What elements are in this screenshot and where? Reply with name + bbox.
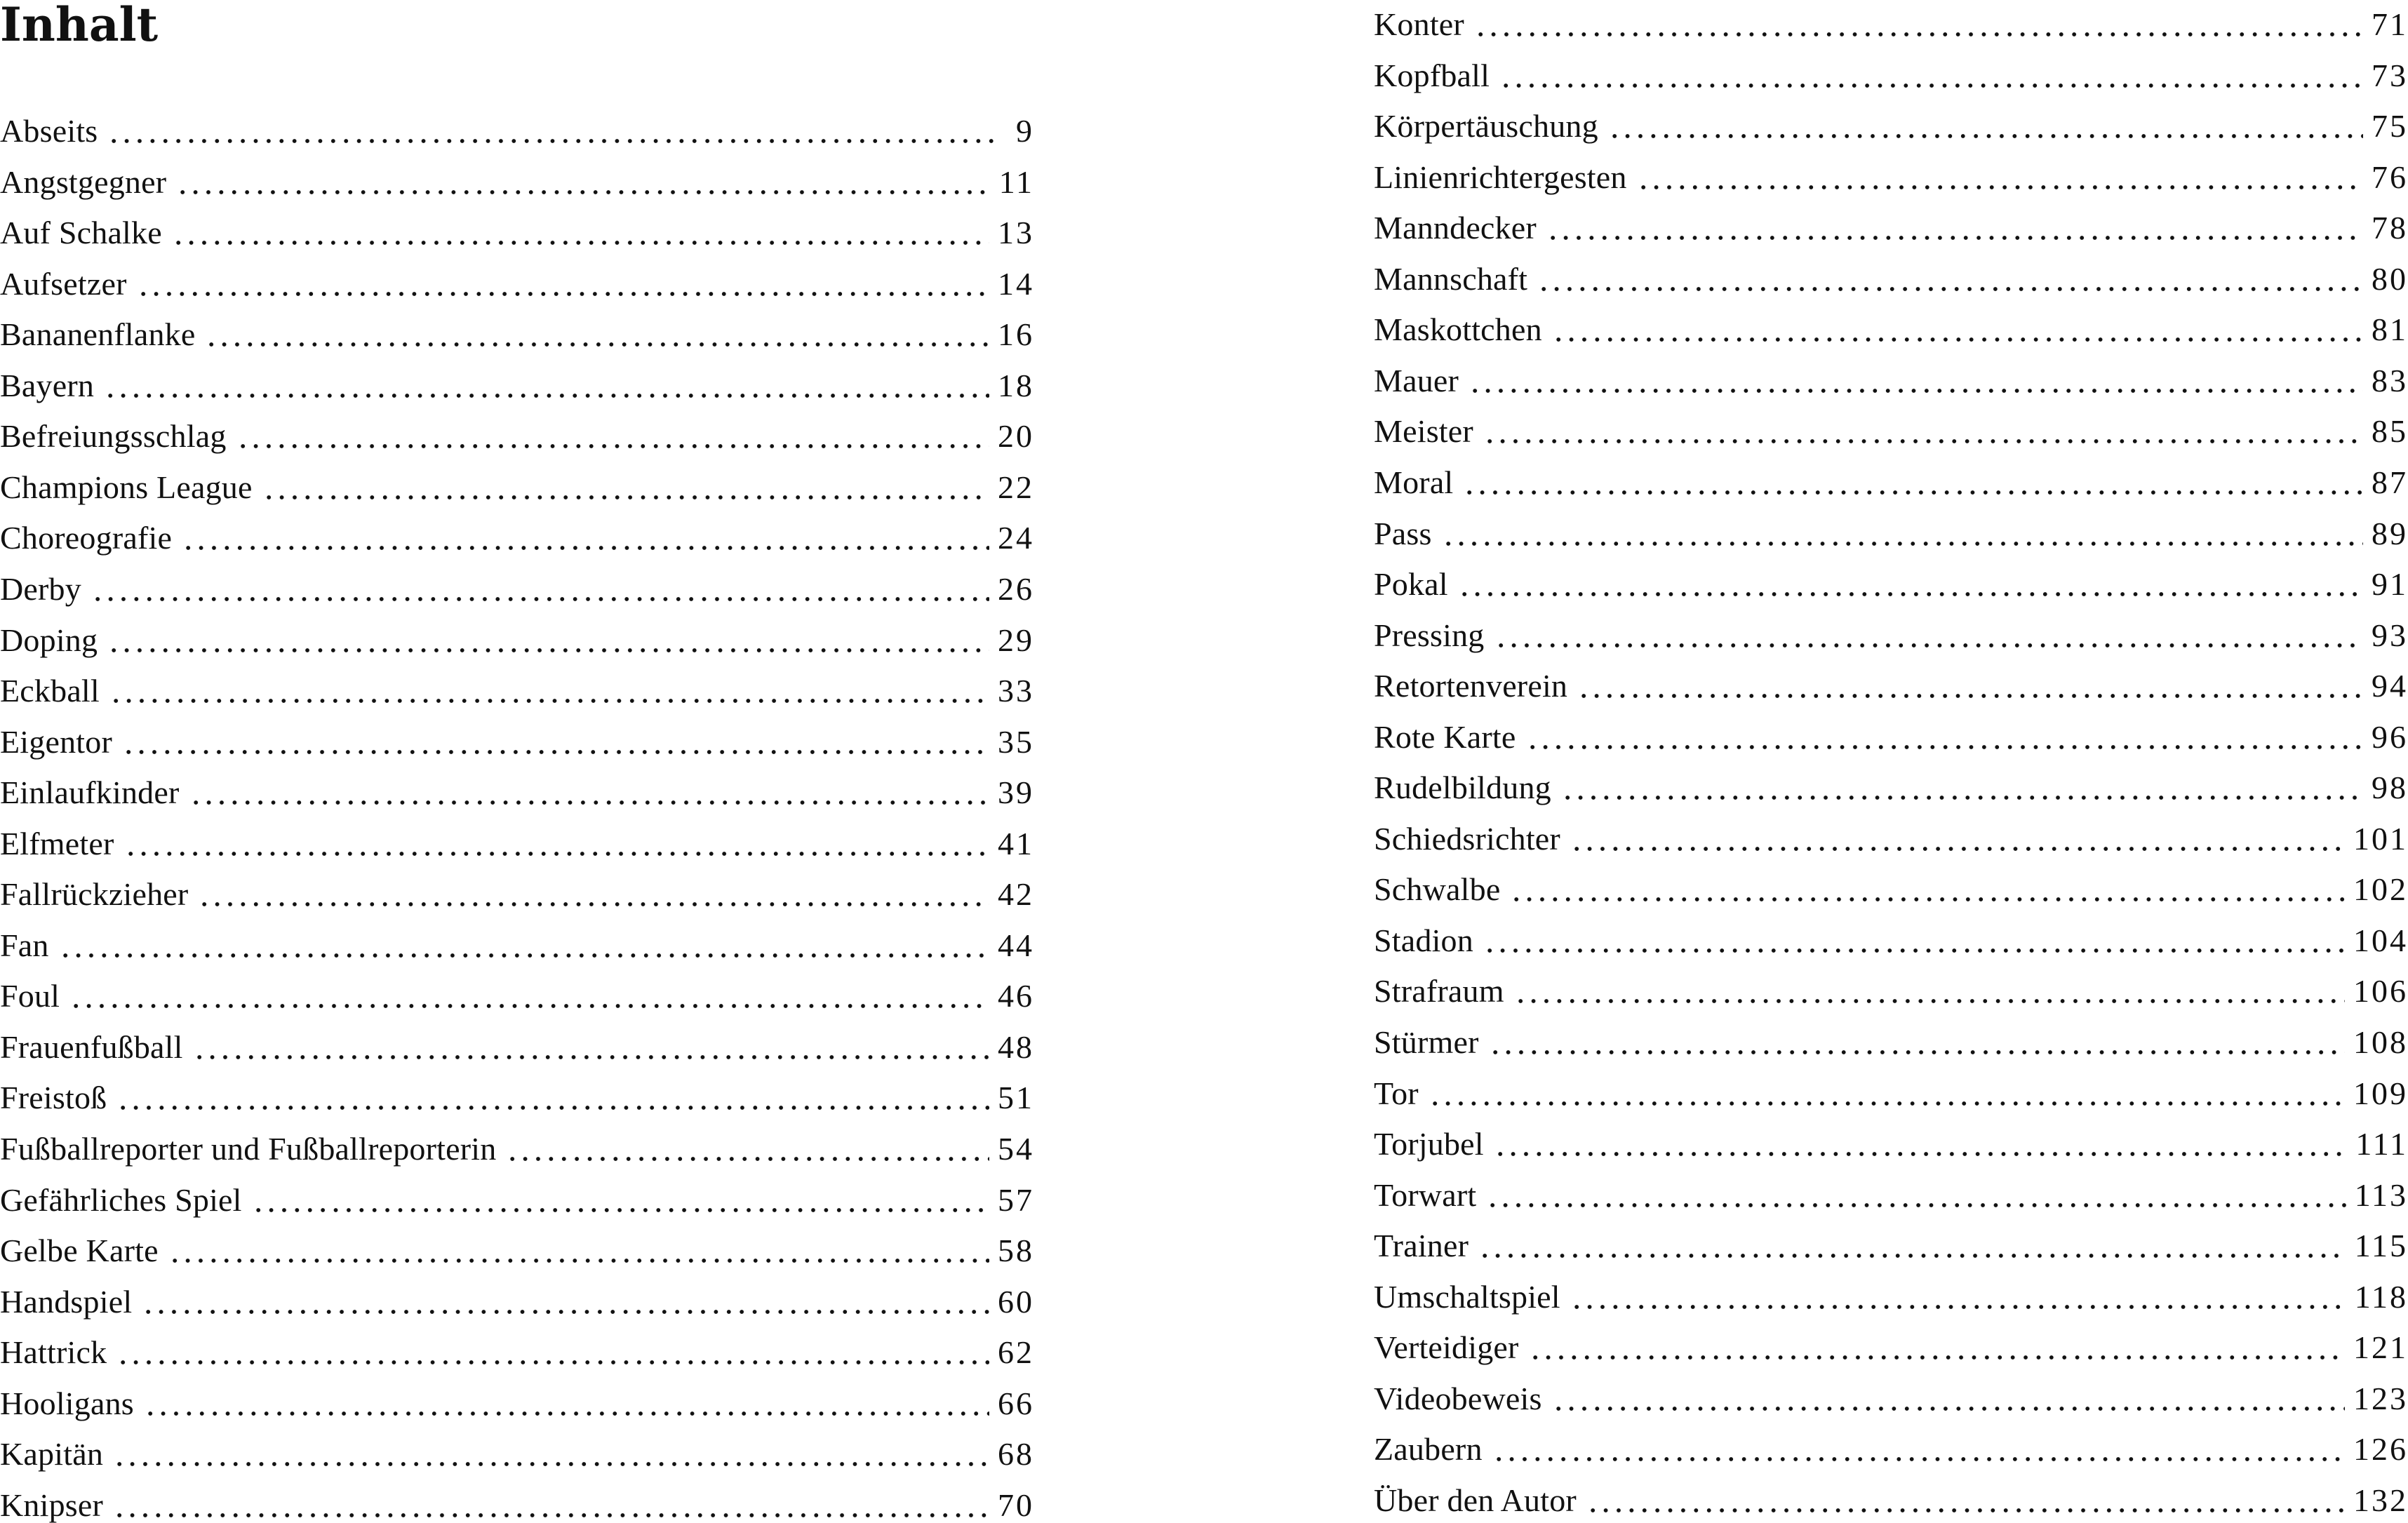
dot-leader <box>113 1462 989 1466</box>
toc-entry[interactable] <box>0 1420 1034 1470</box>
toc-entry-title: Über den Autor <box>1374 1482 1577 1518</box>
toc-entry-title: Knipser <box>0 1487 104 1523</box>
toc-entry-title: Konter <box>1374 6 1464 42</box>
toc-entry[interactable] <box>1374 753 2408 804</box>
toc-entry-page-number: 35 <box>998 723 1034 760</box>
toc-entry-page-number: 85 <box>2372 413 2408 450</box>
toc-entry-title: Choreografie <box>0 520 173 556</box>
toc-entry-title: Befreiungsschlag <box>0 418 227 455</box>
toc-entry-page-number: 73 <box>2372 57 2408 93</box>
toc-entry[interactable] <box>1374 957 2408 1007</box>
toc-entry[interactable] <box>0 1318 1034 1369</box>
toc-entry-title: Bananenflanke <box>0 316 196 353</box>
toc-entry[interactable] <box>1374 295 2408 346</box>
toc-entry-title: Strafraum <box>1374 973 1504 1009</box>
toc-entry-page-number: 93 <box>2372 617 2408 653</box>
dot-leader <box>1546 236 2363 240</box>
dot-leader <box>1537 287 2363 291</box>
toc-entry[interactable] <box>0 911 1034 962</box>
toc-entry-page-number: 29 <box>998 622 1034 658</box>
dot-leader <box>1463 490 2363 495</box>
dot-leader <box>1489 1050 2345 1054</box>
toc-entry-title: Gefährliches Spiel <box>0 1181 242 1218</box>
toc-entry-page-number: 109 <box>2353 1075 2408 1111</box>
toc-entry-page-number: 111 <box>2355 1126 2408 1162</box>
toc-entry-title: Gelbe Karte <box>0 1233 159 1269</box>
toc-entry-page-number: 76 <box>2372 159 2408 195</box>
dot-leader <box>1637 185 2363 189</box>
toc-entry-page-number: 101 <box>2353 820 2408 857</box>
dot-leader <box>1492 1457 2345 1461</box>
toc-entry[interactable] <box>0 1166 1034 1216</box>
toc-entry-page-number: 113 <box>2354 1176 2408 1213</box>
dot-leader <box>1442 542 2363 546</box>
toc-entry[interactable] <box>0 148 1034 199</box>
toc-entry-title: Umschaltspiel <box>1374 1278 1560 1315</box>
toc-entry[interactable] <box>0 708 1034 758</box>
toc-entry-page-number: 68 <box>998 1436 1034 1472</box>
toc-entry-page-number: 22 <box>998 469 1034 505</box>
toc-entry-page-number: 118 <box>2354 1278 2408 1315</box>
toc-entry-title: Pokal <box>1374 566 1448 603</box>
toc-entry-page-number: 13 <box>998 215 1034 251</box>
dot-leader <box>1478 1254 2346 1258</box>
toc-entry-page-number: 94 <box>2372 668 2408 704</box>
dot-leader <box>1483 948 2345 953</box>
toc-entry[interactable] <box>1374 1364 2408 1415</box>
page-title: Inhalt <box>0 0 159 52</box>
toc-entry-title: Auf Schalke <box>0 215 162 251</box>
dot-leader <box>107 648 989 652</box>
toc-entry-title: Aufsetzer <box>0 265 127 302</box>
toc-entry-title: Videobeweis <box>1374 1380 1542 1416</box>
toc-entry-title: Foul <box>0 978 60 1014</box>
toc-entry-page-number: 9 <box>1016 113 1034 149</box>
toc-entry-page-number: 14 <box>998 265 1034 302</box>
dot-leader <box>182 546 989 550</box>
dot-leader <box>113 1513 989 1517</box>
dot-leader <box>1608 134 2363 138</box>
toc-entry-page-number: 57 <box>998 1181 1034 1218</box>
dot-leader <box>198 902 989 906</box>
toc-entry[interactable] <box>0 1369 1034 1420</box>
toc-entry-page-number: 108 <box>2353 1024 2408 1060</box>
toc-entry[interactable] <box>0 300 1034 351</box>
toc-entry-page-number: 24 <box>998 520 1034 556</box>
dot-leader <box>252 1208 989 1212</box>
toc-entry-page-number: 96 <box>2372 718 2408 755</box>
dot-leader <box>91 597 989 601</box>
toc-entry-page-number: 83 <box>2372 362 2408 398</box>
dot-leader <box>107 139 998 143</box>
toc-entry-title: Rote Karte <box>1374 718 1516 755</box>
dot-leader <box>236 444 989 448</box>
dot-leader <box>59 953 989 958</box>
dot-leader <box>116 1360 989 1364</box>
toc-entry-title: Abseits <box>0 113 98 149</box>
toc-entry[interactable] <box>1374 1313 2408 1364</box>
toc-entry-page-number: 104 <box>2353 922 2408 958</box>
toc-entry-page-number: 18 <box>998 367 1034 403</box>
dot-leader <box>176 190 990 194</box>
dot-leader <box>109 699 989 703</box>
toc-entry-title: Verteidiger <box>1374 1329 1519 1366</box>
toc-entry[interactable] <box>0 860 1034 911</box>
toc-entry-title: Derby <box>0 570 81 607</box>
toc-entry[interactable] <box>0 250 1034 300</box>
toc-entry-title: Tor <box>1374 1075 1419 1111</box>
dot-leader <box>1552 337 2363 342</box>
toc-entry-title: Frauenfußball <box>0 1028 183 1065</box>
toc-entry-title: Bayern <box>0 367 95 403</box>
toc-entry[interactable] <box>1374 1059 2408 1110</box>
toc-entry[interactable] <box>1374 1161 2408 1212</box>
dot-leader <box>1486 1203 2346 1207</box>
dot-leader <box>189 800 989 805</box>
toc-entry-page-number: 115 <box>2354 1228 2408 1264</box>
dot-leader <box>1494 643 2363 648</box>
toc-entry-title: Hooligans <box>0 1385 134 1421</box>
toc-entry-page-number: 81 <box>2372 311 2408 348</box>
dot-leader <box>1483 439 2363 443</box>
toc-entry-title: Elfmeter <box>0 825 114 861</box>
dot-leader <box>205 342 989 347</box>
toc-entry[interactable] <box>1374 41 2408 92</box>
toc-entry-title: Manndecker <box>1374 210 1537 246</box>
toc-entry-title: Torjubel <box>1374 1126 1484 1162</box>
toc-entry[interactable] <box>0 758 1034 809</box>
toc-entry-page-number: 75 <box>2372 108 2408 145</box>
toc-entry[interactable] <box>1374 601 2408 652</box>
dot-leader <box>193 1055 989 1059</box>
dot-leader <box>124 852 989 856</box>
toc-entry[interactable] <box>1374 805 2408 855</box>
toc-entry[interactable] <box>0 962 1034 1012</box>
dot-leader <box>122 750 989 754</box>
toc-entry-page-number: 123 <box>2353 1380 2408 1416</box>
toc-entry[interactable] <box>1374 1466 2408 1517</box>
toc-entry-page-number: 121 <box>2353 1329 2408 1366</box>
toc-entry-page-number: 51 <box>998 1080 1034 1116</box>
toc-entry-page-number: 39 <box>998 774 1034 811</box>
toc-entry[interactable] <box>1374 397 2408 448</box>
toc-entry-page-number: 126 <box>2353 1431 2408 1468</box>
toc-entry-title: Eigentor <box>0 723 112 760</box>
toc-entry-page-number: 89 <box>2372 515 2408 551</box>
toc-entry[interactable] <box>1374 499 2408 550</box>
toc-entry-title: Eckball <box>0 673 100 709</box>
toc-entry-title: Fallrückzieher <box>0 876 189 913</box>
toc-entry-title: Kapitän <box>0 1436 104 1472</box>
toc-entry[interactable] <box>1374 906 2408 957</box>
dot-leader <box>1526 745 2363 749</box>
toc-entry-page-number: 46 <box>998 978 1034 1014</box>
toc-entry[interactable] <box>0 1268 1034 1318</box>
toc-entry[interactable] <box>0 504 1034 554</box>
toc-entry-page-number: 91 <box>2372 566 2408 603</box>
toc-entry-page-number: 62 <box>998 1334 1034 1371</box>
toc-entry-page-number: 66 <box>998 1385 1034 1421</box>
toc-entry[interactable] <box>1374 245 2408 295</box>
toc-entry[interactable] <box>0 606 1034 657</box>
toc-entry-page-number: 54 <box>998 1131 1034 1167</box>
toc-entry[interactable] <box>1374 92 2408 145</box>
toc-entry[interactable] <box>0 1013 1034 1064</box>
dot-leader <box>1570 1305 2346 1309</box>
dot-leader <box>1570 847 2345 851</box>
toc-entry-title: Maskottchen <box>1374 311 1542 348</box>
toc-entry[interactable] <box>1374 143 2408 194</box>
toc-entry-title: Mauer <box>1374 362 1459 398</box>
toc-entry-title: Retortenverein <box>1374 668 1568 704</box>
toc-entry-title: Mannschaft <box>1374 260 1528 297</box>
dot-leader <box>69 1004 989 1008</box>
toc-entry-page-number: 60 <box>998 1283 1034 1320</box>
toc-entry-title: Einlaufkinder <box>0 774 180 811</box>
toc-entry-page-number: 102 <box>2353 871 2408 908</box>
toc-entry[interactable] <box>0 402 1034 455</box>
toc-entry[interactable] <box>0 810 1034 860</box>
dot-leader <box>506 1157 989 1161</box>
toc-entry-page-number: 80 <box>2372 260 2408 297</box>
dot-leader <box>1499 83 2363 88</box>
dot-leader <box>1577 694 2363 698</box>
dot-leader <box>1494 1152 2348 1156</box>
toc-entry[interactable] <box>1374 1263 2408 1313</box>
dot-leader <box>142 1310 989 1314</box>
toc-entry-page-number: 20 <box>998 418 1034 455</box>
toc-entry-page-number: 33 <box>998 673 1034 709</box>
dot-leader <box>168 1259 989 1263</box>
dot-leader <box>137 292 989 296</box>
dot-leader <box>1469 389 2363 393</box>
toc-entry-page-number: 87 <box>2372 464 2408 500</box>
toc-entry[interactable] <box>0 1216 1034 1267</box>
toc-entry-title: Freistoß <box>0 1080 107 1116</box>
dot-leader <box>1510 897 2345 901</box>
dot-leader <box>1474 32 2363 36</box>
toc-entry[interactable] <box>1374 1110 2408 1160</box>
toc-entry-page-number: 70 <box>998 1487 1034 1523</box>
toc-entry[interactable] <box>0 555 1034 605</box>
toc-entry-page-number: 78 <box>2372 210 2408 246</box>
toc-entry[interactable] <box>1374 194 2408 244</box>
dot-leader <box>1529 1355 2345 1360</box>
toc-entry[interactable] <box>0 1115 1034 1165</box>
toc-entry[interactable] <box>1374 448 2408 499</box>
toc-entry-title: Trainer <box>1374 1228 1469 1264</box>
toc-entry-title: Linienrichtergesten <box>1374 159 1627 195</box>
toc-entry-page-number: 106 <box>2353 973 2408 1009</box>
toc-entry-page-number: 42 <box>998 876 1034 913</box>
dot-leader <box>104 394 989 398</box>
toc-entry-page-number: 26 <box>998 570 1034 607</box>
toc-entry-page-number: 16 <box>998 316 1034 353</box>
toc-entry[interactable] <box>0 657 1034 707</box>
toc-entry-title: Rudelbildung <box>1374 770 1551 806</box>
toc-entry-title: Doping <box>0 622 98 658</box>
dot-leader <box>1561 796 2363 800</box>
dot-leader <box>1552 1407 2345 1411</box>
toc-entry-title: Kopfball <box>1374 57 1490 93</box>
toc-entry-page-number: 44 <box>998 927 1034 963</box>
toc-entry-page-number: 132 <box>2353 1482 2408 1518</box>
toc-entry-title: Angstgegner <box>0 163 167 200</box>
toc-entry-title: Hattrick <box>0 1334 107 1371</box>
toc-entry[interactable] <box>0 1064 1034 1114</box>
toc-entry-title: Champions League <box>0 469 253 505</box>
dot-leader <box>1458 592 2363 596</box>
toc-entry[interactable] <box>1374 855 2408 906</box>
toc-entry-page-number: 48 <box>998 1028 1034 1065</box>
toc-entry-title: Stürmer <box>1374 1024 1479 1060</box>
dot-leader <box>1514 999 2345 1003</box>
toc-entry[interactable] <box>1374 0 2408 41</box>
toc-entry[interactable] <box>0 199 1034 249</box>
toc-entry[interactable] <box>1374 703 2408 753</box>
dot-leader <box>116 1106 989 1110</box>
dot-leader <box>262 495 989 499</box>
toc-entry-page-number: 71 <box>2372 6 2408 42</box>
toc-entry[interactable] <box>0 1471 1034 1522</box>
toc-entry-title: Fußballreporter und Fußballreporterin <box>0 1131 497 1167</box>
toc-entry-title: Moral <box>1374 464 1454 500</box>
toc-entry[interactable] <box>1374 347 2408 397</box>
toc-entry[interactable] <box>1374 1415 2408 1468</box>
toc-entry-title: Körpertäuschung <box>1374 108 1598 145</box>
toc-entry[interactable] <box>0 351 1034 402</box>
toc-entry-title: Pass <box>1374 515 1432 551</box>
toc-entry[interactable] <box>1374 1212 2408 1262</box>
toc-entry-page-number: 58 <box>998 1233 1034 1269</box>
dot-leader <box>172 241 989 245</box>
toc-entry[interactable] <box>0 453 1034 504</box>
toc-entry-title: Stadion <box>1374 922 1473 958</box>
toc-entry-page-number: 41 <box>998 825 1034 861</box>
toc-entry-title: Schiedsrichter <box>1374 820 1560 857</box>
toc-entry-title: Meister <box>1374 413 1473 450</box>
toc-entry[interactable] <box>1374 1008 2408 1059</box>
toc-entry-title: Handspiel <box>0 1283 133 1320</box>
toc-entry-title: Pressing <box>1374 617 1485 653</box>
toc-entry-title: Schwalbe <box>1374 871 1501 908</box>
toc-entry-title: Zaubern <box>1374 1431 1483 1468</box>
toc-entry[interactable] <box>0 97 1034 147</box>
toc-entry[interactable] <box>1374 550 2408 601</box>
toc-entry-page-number: 98 <box>2372 770 2408 806</box>
toc-entry-title: Torwart <box>1374 1176 1477 1213</box>
dot-leader <box>144 1411 989 1416</box>
toc-entry-page-number: 11 <box>998 163 1034 200</box>
dot-leader <box>1429 1101 2345 1106</box>
toc-entry[interactable] <box>1374 652 2408 702</box>
toc-entry-title: Fan <box>0 927 49 963</box>
dot-leader <box>1586 1508 2345 1512</box>
